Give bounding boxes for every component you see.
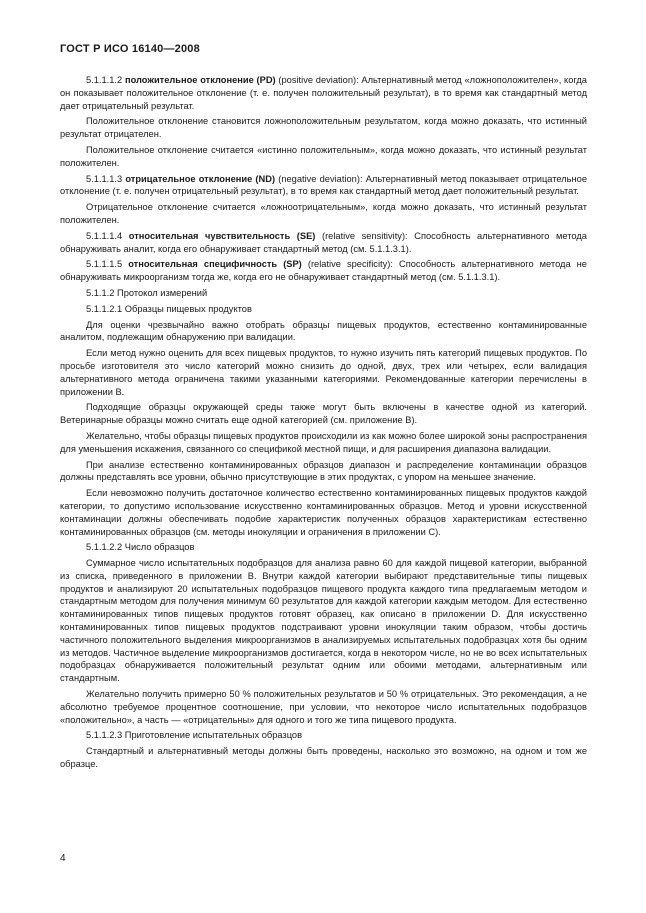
- document-body: [60, 74, 587, 771]
- paragraph: [60, 74, 587, 112]
- paragraph-text: (relative sensitivity): Способность альтернативного метода обнаруживать аналит, когда его обнаруживает стандартный метод (см. 5.1.1.3.1).: [60, 230, 587, 254]
- paragraph: [60, 541, 587, 554]
- paragraph: [60, 487, 587, 538]
- paragraph: [60, 201, 587, 227]
- paragraph-text: 5.1.1.2.1 Образцы пищевых продуктов: [86, 303, 252, 314]
- paragraph-text: При анализе естественно контаминированных образцов диапазон и распределение контаминации образцов должны представлять все уровни, обычно присутствующие в этих продуктах, с упором на меньшее значение.: [60, 459, 587, 483]
- paragraph-text: 5.1.1.2 Протокол измерений: [86, 287, 208, 298]
- paragraph-text: Желательно получить примерно 50 % положительных результатов и 50 % отрицательных. Это рекомендация, а не абсолютно требуемое процентное соотношение, при условии, что некоторое число испытательных подобразцов «положительно», а часть — «отрицательны» для одного и того же типа пищевого продукта.: [60, 689, 587, 725]
- paragraph-text: Если метод нужно оценить для всех пищевых продуктов, то нужно изучить пять категорий пищевых продуктов. По просьбе изготовителя это число категорий можно снизить до одной, двух, трех или четырех, если валидация альтернативного метода ограничена такими указанными категориями. Рекомендованные категории перечислены в приложении В.: [60, 348, 587, 397]
- paragraph-text: Положительное отклонение считается «истинно положительным», когда можно доказать, что истинный результат положителен.: [60, 144, 587, 168]
- clause-number: 5.1.1.1.3: [86, 173, 126, 184]
- paragraph: [60, 287, 587, 300]
- page-number: 4: [60, 853, 66, 864]
- paragraph: [60, 303, 587, 316]
- paragraph: [60, 144, 587, 170]
- paragraph: [60, 173, 587, 199]
- paragraph: [60, 319, 587, 345]
- paragraph: [60, 557, 587, 685]
- paragraph-text: Отрицательное отклонение считается «ложноотрицательным», когда можно доказать, что истинный результат положителен.: [60, 202, 587, 225]
- paragraph-text: Стандартный и альтернативный методы должны быть проведены, насколько это возможно, на одном и том же образце.: [60, 746, 587, 770]
- defined-term: отрицательное отклонение (ND): [125, 173, 276, 184]
- paragraph: [60, 729, 587, 742]
- defined-term: относительная специфичность (SP): [128, 259, 302, 270]
- paragraph-text: 5.1.1.2.2 Число образцов: [86, 542, 195, 553]
- paragraph: [60, 430, 587, 456]
- paragraph-text: Желательно, чтобы образцы пищевых продуктов происходили из как можно более широкой зоны распространения для уменьшения искажения, связанного со спецификой местной пищи, и для расширения диапазона валидации.: [60, 430, 587, 454]
- paragraph-text: (negative deviation): Альтернативный метод показывает отрицательное отклонение (т. е. получен отрицательный результат), в то время как стандартный метод дает положительный результат.: [60, 173, 587, 197]
- paragraph: [60, 115, 587, 141]
- defined-term: положительное отклонение (PD): [124, 75, 276, 85]
- paragraph-text: Суммарное число испытательных подобразцов для анализа равно 60 для каждой пищевой категории, выбранной из списка, приведенного в приложении В. Внутри каждой категории выбирают представительные типы пищевых продуктов и анализируют 20 испытательных подобразцов пищевого продукта каждого типа предлагаемым методом и стандартным методом для получения минимум 60 результатов для каждой категории каждым методом. Для естественно контаминированных типов пищевых продуктов готовят образец, как описано в приложении D. Для искусственно контаминированных типов пищевых продуктов подстраивают уровни инокуляции таким образом, чтобы достичь частичного положительного выделения микроорганизмов в анализируемых испытательных подобразцах хотя бы одним из методов. Частичное выделение микроорганизмов достигается, когда в некотором числе, но не во всех испытательных подобразцах обнаруживается положительный результат одним или обоими методами, альтернативным или стандартным.: [60, 558, 587, 684]
- paragraph-text: Подходящие образцы окружающей среды также могут быть включены в качестве одной из категорий. Ветеринарные образцы можно считать еще одной категорией (см. приложение В).: [60, 402, 587, 426]
- clause-number: 5.1.1.1.2: [86, 75, 125, 85]
- paragraph: [60, 258, 587, 284]
- paragraph: [60, 459, 587, 485]
- paragraph: [60, 230, 587, 256]
- paragraph-text: 5.1.1.2.3 Приготовление испытательных образцов: [86, 730, 303, 741]
- paragraph: [60, 401, 587, 427]
- document-header: ГОСТ Р ИСО 16140—2008: [60, 43, 200, 55]
- defined-term: относительная чувствительность (SE): [128, 230, 316, 241]
- paragraph: [60, 688, 587, 726]
- clause-number: 5.1.1.1.5: [86, 259, 129, 270]
- paragraph-text: (relative specificity): Способность альтернативного метода не обнаруживать микроорганизм тогда же, когда его не обнаруживает стандартный метод (см. 5.1.1.3.1).: [60, 259, 587, 283]
- paragraph: [60, 745, 587, 771]
- paragraph-text: Если невозможно получить достаточное количество естественно контаминированных пищевых продуктов каждой категории, то допустимо использование искусственно контаминированных образцов. Метод и уровни искусственной контаминации должны обеспечивать подобие характеристик полученных образцов характеристикам естественно контаминированных образцов (см. методы инокуляции и ограничения в приложении С).: [60, 488, 587, 537]
- clause-number: 5.1.1.1.4: [86, 230, 129, 241]
- paragraph-text: Для оценки чрезвычайно важно отобрать образцы пищевых продуктов, естественно контаминированные аналитом, подлежащим обнаружению при валидации.: [60, 319, 587, 343]
- paragraph: [60, 347, 587, 398]
- paragraph-text: Положительное отклонение становится ложноположительным результатом, когда можно доказать, что истинный результат отрицателен.: [60, 116, 587, 140]
- paragraph-text: (positive deviation): Альтернативный метод «ложноположителен», когда он показывает положительное отклонение (т. е. получен положительный результат), в то время как стандартный метод дает отрицательный результат.: [60, 75, 587, 111]
